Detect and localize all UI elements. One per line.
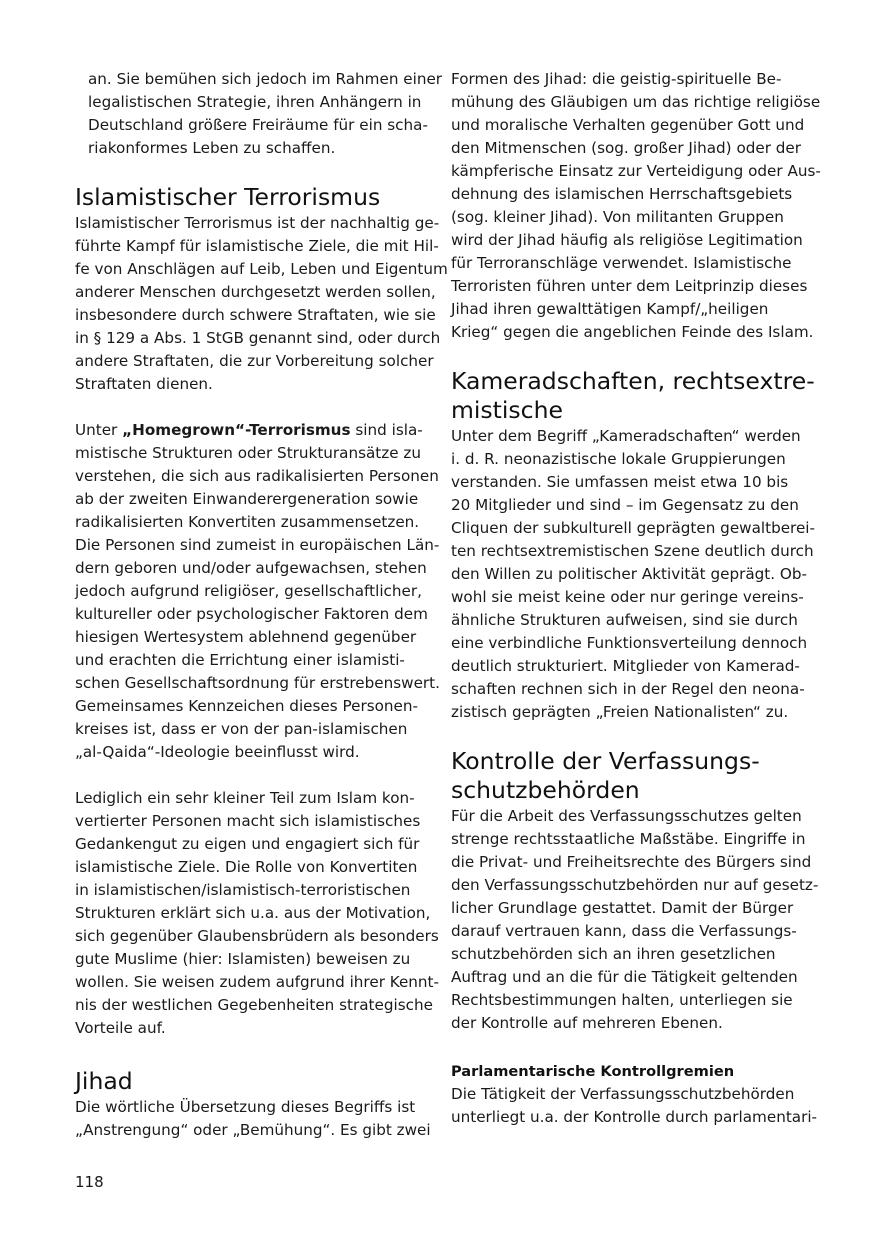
text-line: Jihad ihren gewalttätigen Kampf/„heiligen — [451, 300, 769, 318]
text-line: andere Straftaten, die zur Vorbereitung solcher — [75, 352, 434, 370]
text-line: wollen. Sie weisen zudem aufgrund ihrer Kennt- — [75, 973, 439, 991]
text-line: Terroristen führen unter dem Leitprinzip dieses — [451, 277, 808, 295]
text-line: Unter dem Begriff „Kameradschaften“ werden — [451, 427, 801, 445]
text-line: an. Sie bemühen sich jedoch im Rahmen einer — [88, 70, 443, 88]
text-line: ten rechtsextremistischen Szene deutlich durch — [451, 542, 814, 560]
text-line: Deutschland größere Freiräume für ein scha- — [88, 116, 428, 134]
heading-line: schutzbehörden — [451, 776, 640, 804]
text-line: Cliquen der subkulturell geprägten gewaltberei- — [451, 519, 816, 537]
text-line: vertierter Personen macht sich islamistisches — [75, 812, 421, 830]
text-line: islamistische Ziele. Die Rolle von Konvertiten — [75, 858, 418, 876]
converts-paragraph — [75, 787, 439, 1040]
text-line: den Mitmenschen (sog. großer Jihad) oder der — [451, 139, 802, 157]
text-line: Krieg“ gegen die angeblichen Feinde des Islam. — [451, 323, 814, 341]
text-line: fe von Anschlägen auf Leib, Leben und Eigentum — [75, 260, 448, 278]
section-heading-terrorism: Islamistischer Terrorismus — [75, 183, 381, 211]
kameradschaften-paragraph — [451, 425, 816, 724]
intro-paragraph — [75, 68, 443, 160]
left-column — [75, 68, 448, 1142]
text-line: ab der zweiten Einwanderergeneration sowie — [75, 490, 419, 508]
text-line: für Terroranschläge verwendet. Islamistische — [451, 254, 792, 272]
text-line: licher Grundlage gestattet. Damit der Bürger — [451, 899, 794, 917]
homegrown-paragraph — [75, 419, 440, 764]
text-line: legalistischen Strategie, ihren Anhängern in — [88, 93, 422, 111]
text-line: radikalisierten Konvertiten zusammensetzen. — [75, 513, 420, 531]
terrorism-definition-paragraph — [75, 212, 448, 396]
text-line: dehnung des islamischen Herrschaftsgebiets — [451, 185, 793, 203]
page-number: 118 — [75, 1173, 104, 1191]
section-heading-kontrolle — [451, 747, 803, 805]
text-line — [75, 419, 427, 442]
heading-line: mistische — [451, 396, 563, 424]
text-line: deutlich strukturiert. Mitglieder von Kamerad- — [451, 657, 800, 675]
text-line: Die wörtliche Übersetzung dieses Begriffs ist — [75, 1098, 416, 1116]
text-line: ähnliche Strukturen aufweisen, sind sie durch — [451, 611, 798, 629]
text-line: wohl sie meist keine oder nur geringe vereins- — [451, 588, 804, 606]
homegrown-prefix: Unter — [75, 421, 123, 439]
text-line: Die Tätigkeit der Verfassungsschutzbehörden — [451, 1085, 795, 1103]
text-line: und erachten die Errichtung einer islamisti- — [75, 651, 405, 669]
text-line: unterliegt u.a. der Kontrolle durch parlamentari- — [451, 1108, 818, 1126]
text-line: (sog. kleiner Jihad). Von militanten Gruppen — [451, 208, 784, 226]
text-line: „al-Qaida“-Ideologie beeinflusst wird. — [75, 743, 360, 761]
text-line: Lediglich ein sehr kleiner Teil zum Islam kon- — [75, 789, 415, 807]
text-line: Auftrag und an die für die Tätigkeit geltenden — [451, 968, 798, 986]
text-line: Straftaten dienen. — [75, 375, 213, 393]
text-line: Gedankengut zu eigen und engagiert sich für — [75, 835, 420, 853]
right-column — [451, 68, 821, 1129]
jihad-continued-paragraph — [451, 68, 821, 344]
text-line: „Anstrengung“ oder „Bemühung“. Es gibt zwei — [75, 1121, 431, 1139]
heading-line: Kameradschaften, rechtsextre- — [451, 367, 815, 395]
text-line: Gemeinsames Kennzeichen dieses Personen- — [75, 697, 418, 715]
text-line: schutzbehörden sich an ihren gesetzlichen — [451, 945, 776, 963]
text-line: die Privat- und Freiheitsrechte des Bürgers sind — [451, 853, 812, 871]
text-line: insbesondere durch schwere Straftaten, wie sie — [75, 306, 436, 324]
text-line: in § 129 a Abs. 1 StGB genannt sind, oder durch — [75, 329, 441, 347]
text-line: Die Personen sind zumeist in europäischen Län- — [75, 536, 440, 554]
section-heading-jihad: Jihad — [75, 1067, 133, 1095]
subheading-parlamentarische-kontrollgremien: Parlamentarische Kontrollgremien — [451, 1063, 735, 1080]
kontrolle-paragraph — [451, 805, 819, 1035]
text-line: Rechtsbestimmungen halten, unterliegen sie — [451, 991, 793, 1009]
text-line: nis der westlichen Gegebenheiten strategische — [75, 996, 433, 1014]
text-line: anderer Menschen durchgesetzt werden sollen, — [75, 283, 436, 301]
text-line: schen Gesellschaftsordnung für erstrebenswert. — [75, 674, 440, 692]
parlamentarische-paragraph — [451, 1083, 818, 1129]
text-line: mühung des Gläubigen um das richtige religiöse — [451, 93, 821, 111]
text-line: eine verbindliche Funktionsverteilung dennoch — [451, 634, 808, 652]
text-line: den Verfassungsschutzbehörden nur auf gesetz- — [451, 876, 819, 894]
text-line: hiesigen Wertesystem ablehnend gegenüber — [75, 628, 417, 646]
text-line: zistisch geprägten „Freien Nationalisten“ zu. — [451, 703, 789, 721]
text-line: wird der Jihad häufig als religiöse Legitimation — [451, 231, 803, 249]
text-line: darauf vertrauen kann, dass die Verfassungs- — [451, 922, 797, 940]
text-line: 20 Mitglieder und sind – im Gegensatz zu den — [451, 496, 799, 514]
text-line: Strukturen erklärt sich u.a. aus der Motivation, — [75, 904, 431, 922]
text-line: jedoch aufgrund religiöser, gesellschaftlicher, — [75, 582, 422, 600]
text-line: führte Kampf für islamistische Ziele, die mit Hil- — [75, 237, 439, 255]
text-line: in islamistischen/islamistisch-terroristischen — [75, 881, 411, 899]
text-line: Formen des Jihad: die geistig-spirituelle Be- — [451, 70, 782, 88]
text-line: und moralische Verhalten gegenüber Gott und — [451, 116, 805, 134]
section-heading-kameradschaften — [451, 367, 815, 425]
text-line: strenge rechtsstaatliche Maßstäbe. Eingriffe in — [451, 830, 806, 848]
text-line: mistische Strukturen oder Strukturansätze zu — [75, 444, 421, 462]
text-line: i. d. R. neonazistische lokale Gruppierungen — [451, 450, 786, 468]
text-line: verstehen, die sich aus radikalisierten Personen — [75, 467, 439, 485]
text-line: schaften rechnen sich in der Regel den neona- — [451, 680, 805, 698]
text-line: Islamistischer Terrorismus ist der nachhaltig ge- — [75, 214, 440, 232]
text-line: Für die Arbeit des Verfassungsschutzes gelten — [451, 807, 802, 825]
homegrown-suffix: sind isla- — [350, 421, 423, 439]
text-line: sich gegenüber Glaubensbrüdern als besonders — [75, 927, 439, 945]
text-line: gute Muslime (hier: Islamisten) beweisen zu — [75, 950, 411, 968]
text-line: riakonformes Leben zu schaffen. — [88, 139, 336, 157]
text-line: Vorteile auf. — [75, 1019, 166, 1037]
text-line: den Willen zu politischer Aktivität geprägt. Ob- — [451, 565, 807, 583]
homegrown-term: „Homegrown“-Terrorismus — [122, 421, 351, 439]
text-line: kämpferische Einsatz zur Verteidigung oder Aus- — [451, 162, 821, 180]
heading-line: Kontrolle der Verfassungs- — [451, 747, 760, 775]
text-line: der Kontrolle auf mehreren Ebenen. — [451, 1014, 723, 1032]
text-line: kreises ist, dass er von der pan-islamischen — [75, 720, 408, 738]
jihad-paragraph — [75, 1096, 431, 1142]
text-line: verstanden. Sie umfassen meist etwa 10 bis — [451, 473, 789, 491]
text-line: dern geboren und/oder aufgewachsen, stehen — [75, 559, 427, 577]
text-line: kultureller oder psychologischer Faktoren dem — [75, 605, 428, 623]
